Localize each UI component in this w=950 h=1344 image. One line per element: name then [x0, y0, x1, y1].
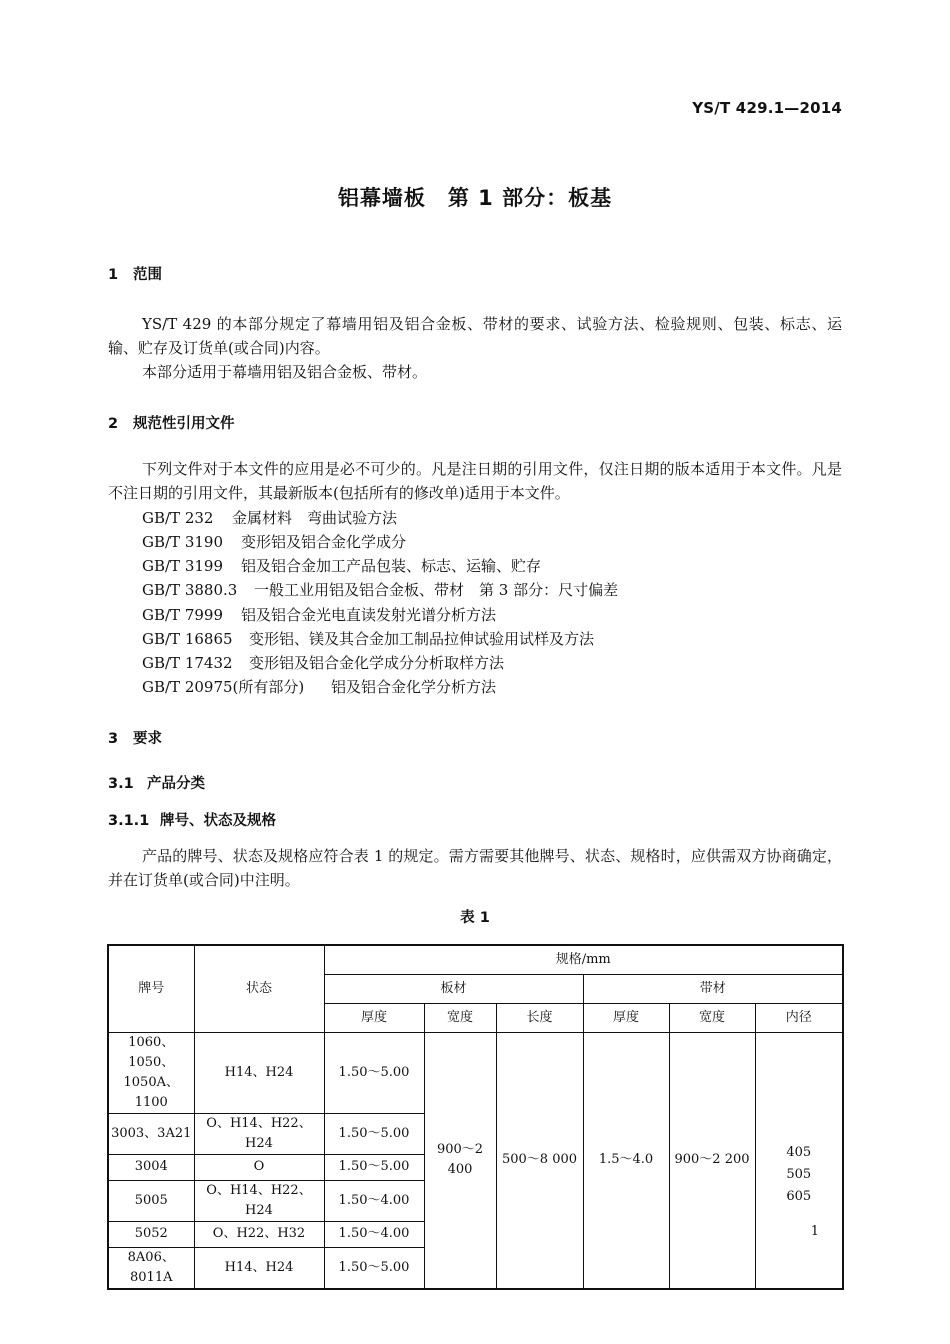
cell-strip-thickness: 1.5～4.0 [583, 1032, 669, 1289]
section-title: 范围 [133, 267, 162, 283]
reference-item [142, 652, 504, 673]
header-sheet-length: 长度 [496, 1003, 583, 1032]
section-title: 规范性引用文件 [133, 416, 235, 432]
cell-grade: 5005 [108, 1180, 194, 1221]
header-strip-thickness: 厚度 [583, 1003, 669, 1032]
cell-grade: 3004 [108, 1154, 194, 1180]
grade-line: 1060、1050、 [128, 1034, 175, 1070]
header-sheet: 板材 [324, 974, 583, 1003]
section-number: 1 [108, 267, 119, 283]
reference-code: GB/T 3199 [142, 557, 224, 575]
section-3-1-1-paragraph: 产品的牌号、状态及规格应符合表 1 的规定。需方需要其他牌号、状态、规格时，应供需双方协商确定，并在订货单(或合同)中注明。 [108, 847, 842, 889]
section-1-heading [108, 263, 162, 284]
header-strip-inner-diameter: 内径 [755, 1003, 843, 1032]
reference-title: 铝及铝合金加工产品包装、标志、运输、贮存 [241, 557, 542, 575]
cell-thickness: 1.50～4.00 [324, 1180, 424, 1221]
document-title: 铝幕墙板 第 1 部分：板基 [337, 186, 613, 210]
reference-title: 变形铝、镁及其合金加工制品拉伸试验用试样及方法 [249, 630, 595, 648]
cell-temper: O、H14、H22、H24 [194, 1180, 324, 1221]
header-sheet-thickness: 厚度 [324, 1003, 424, 1032]
header-strip: 带材 [583, 974, 843, 1003]
inner-diameter-value: 505 [786, 1167, 812, 1182]
section-number: 3.1.1 [108, 813, 150, 829]
reference-code: GB/T 232 [142, 509, 214, 527]
cell-grade: 8A06、8011A [108, 1247, 194, 1289]
header-spec: 规格/mm [324, 945, 843, 974]
header-sheet-width: 宽度 [424, 1003, 496, 1032]
reference-item [142, 555, 541, 576]
cell-thickness: 1.50～5.00 [324, 1247, 424, 1289]
cell-grade [108, 1032, 194, 1113]
reference-code: GB/T 17432 [142, 654, 233, 672]
cell-inner-diameter [755, 1032, 843, 1289]
table-header-row [108, 945, 843, 974]
reference-item [142, 604, 496, 625]
inner-diameter-value: 605 [786, 1189, 812, 1204]
reference-code: GB/T 7999 [142, 606, 224, 624]
cell-temper: O [194, 1154, 324, 1180]
section-2-paragraph: 下列文件对于本文件的应用是必不可少的。凡是注日期的引用文件，仅注日期的版本适用于本文件。凡是不注日期的引用文件，其最新版本(包括所有的修改单)适用于本文件。 [108, 460, 842, 502]
cell-thickness: 1.50～5.00 [324, 1113, 424, 1154]
header-grade: 牌号 [108, 945, 194, 1032]
grade-line: 1050A、1100 [123, 1074, 179, 1110]
cell-temper: H14、H24 [194, 1247, 324, 1289]
cell-temper: H14、H24 [194, 1032, 324, 1113]
cell-thickness: 1.50～5.00 [324, 1154, 424, 1180]
cell-sheet-width: 900～2 400 [424, 1032, 496, 1289]
cell-temper: O、H22、H32 [194, 1221, 324, 1247]
cell-strip-width: 900～2 200 [669, 1032, 755, 1289]
page-number: 1 [810, 1224, 819, 1239]
section-title: 产品分类 [147, 776, 205, 792]
table-caption: 表 1 [460, 910, 490, 926]
header-temper: 状态 [194, 945, 324, 1032]
section-1-paragraph-1: YS/T 429 的本部分规定了幕墙用铝及铝合金板、带材的要求、试验方法、检验规则、包装、标志、运输、贮存及订货单(或合同)内容。 [108, 315, 842, 357]
cell-thickness: 1.50～5.00 [324, 1032, 424, 1113]
reference-code: GB/T 16865 [142, 630, 233, 648]
section-number: 3.1 [108, 776, 134, 792]
reference-title: 一般工业用铝及铝合金板、带材 第 3 部分：尺寸偏差 [254, 581, 619, 599]
section-title: 要求 [133, 731, 162, 747]
section-2-heading [108, 412, 235, 433]
reference-code: GB/T 3190 [142, 533, 224, 551]
section-number: 2 [108, 416, 119, 432]
reference-code: GB/T 3880.3 [142, 581, 238, 599]
standard-code: YS/T 429.1—2014 [692, 99, 842, 117]
reference-item [142, 531, 406, 552]
reference-item [142, 628, 594, 649]
cell-sheet-length: 500～8 000 [496, 1032, 583, 1289]
inner-diameter-value: 405 [786, 1145, 812, 1160]
reference-title: 铝及铝合金光电直读发射光谱分析方法 [241, 606, 497, 624]
cell-temper: O、H14、H22、H24 [194, 1113, 324, 1154]
cell-grade: 5052 [108, 1221, 194, 1247]
reference-title: 铝及铝合金化学分析方法 [331, 678, 497, 696]
reference-code: GB/T 20975(所有部分) [142, 678, 305, 696]
reference-item [142, 507, 397, 528]
reference-item [142, 579, 618, 600]
cell-thickness: 1.50～4.00 [324, 1221, 424, 1247]
header-strip-width: 宽度 [669, 1003, 755, 1032]
section-3-1-1-heading [108, 809, 276, 830]
cell-grade: 3003、3A21 [108, 1113, 194, 1154]
table-row [108, 1032, 843, 1113]
reference-title: 变形铝及铝合金化学成分分析取样方法 [249, 654, 505, 672]
reference-item [142, 676, 496, 697]
section-number: 3 [108, 731, 119, 747]
section-3-heading [108, 727, 162, 748]
reference-title: 变形铝及铝合金化学成分 [241, 533, 407, 551]
section-1-paragraph-2: 本部分适用于幕墙用铝及铝合金板、带材。 [142, 363, 428, 381]
reference-title: 金属材料 弯曲试验方法 [232, 509, 398, 527]
section-title: 牌号、状态及规格 [160, 813, 276, 829]
spec-table [107, 944, 844, 1290]
section-3-1-heading [108, 772, 205, 793]
